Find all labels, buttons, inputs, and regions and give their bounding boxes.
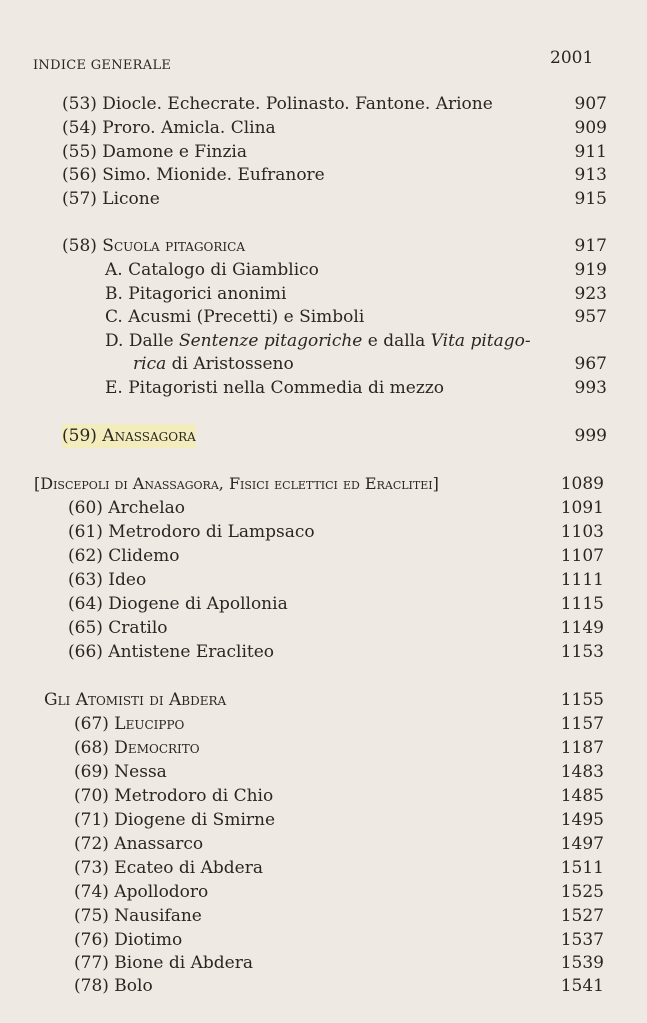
toc-entry-page: 1537	[560, 930, 604, 950]
page-number: 2001	[550, 48, 594, 68]
toc-entry-label: (70) Metrodoro di Chio	[74, 786, 274, 806]
toc-label-part: e dalla	[362, 331, 431, 351]
toc-label-italic: Vita pitago-	[430, 331, 531, 351]
page-header-title: INDICE GENERALE	[33, 58, 172, 73]
toc-entry-label: (61) Metrodoro di Lampsaco	[68, 522, 315, 542]
toc-entry-label: Gli Atomisti di Abdera	[44, 690, 227, 710]
toc-entry-page: 993	[574, 378, 607, 398]
toc-entry-page: 1153	[560, 642, 604, 662]
toc-entry-page: 1187	[560, 738, 604, 758]
toc-entry-page: 1103	[560, 522, 604, 542]
toc-entry-label: (57) Licone	[62, 189, 160, 209]
toc-entry-label: [Discepoli di Anassagora, Fisici eclettici ed Eraclitei]	[34, 474, 439, 493]
toc-entry-label	[105, 329, 531, 353]
toc-entry-label: C. Acusmi (Precetti) e Simboli	[105, 307, 365, 327]
toc-entry-page: 1155	[560, 690, 604, 710]
toc-entry-label: (60) Archelao	[68, 498, 186, 518]
toc-label-part: D. Dalle	[105, 331, 179, 351]
toc-entry-label: (67) Leucippo	[74, 714, 185, 734]
toc-entry-label: (76) Diotimo	[74, 930, 183, 950]
toc-entry-page: 1497	[560, 834, 604, 854]
toc-entry-page: 919	[574, 260, 607, 280]
toc-entry-page: 923	[574, 284, 607, 304]
toc-label-italic: Sentenze pitagoriche	[178, 331, 363, 351]
toc-entry-page: 967	[574, 354, 607, 374]
toc-entry-label: (59) Anassagora	[62, 426, 196, 446]
toc-entry-page: 1157	[560, 714, 604, 734]
toc-entry-label: (72) Anassarco	[74, 834, 204, 854]
toc-entry-label: (64) Diogene di Apollonia	[68, 594, 288, 614]
toc-entry-label: A. Catalogo di Giamblico	[105, 260, 319, 280]
toc-entry-page: 999	[574, 426, 607, 446]
toc-entry-page: 957	[574, 307, 607, 327]
toc-entry-label	[133, 352, 294, 376]
toc-entry-label: (54) Proro. Amicla. Clina	[62, 118, 276, 138]
toc-entry-page: 915	[574, 189, 607, 209]
toc-entry-label: B. Pitagorici anonimi	[105, 284, 287, 304]
toc-entry-label: E. Pitagoristi nella Commedia di mezzo	[105, 378, 445, 398]
toc-entry-label: (66) Antistene Eracliteo	[68, 642, 275, 662]
toc-entry-page: 1111	[560, 570, 604, 590]
toc-entry-page: 917	[574, 236, 607, 256]
toc-entry-label: (63) Ideo	[68, 570, 147, 590]
toc-entry-page: 1149	[560, 618, 604, 638]
toc-entry-page: 913	[574, 165, 607, 185]
toc-entry-page: 1525	[560, 882, 604, 902]
toc-entry-page: 907	[574, 94, 607, 114]
toc-entry-label: (62) Clidemo	[68, 546, 180, 566]
toc-entry-page: 1511	[560, 858, 604, 878]
toc-entry-page: 1539	[560, 953, 604, 973]
toc-entry-page: 1089	[560, 474, 604, 494]
toc-entry-label: (69) Nessa	[74, 762, 167, 782]
toc-entry-page: 1485	[560, 786, 604, 806]
toc-entry-page: 1091	[560, 498, 604, 518]
toc-entry-page: 1527	[560, 906, 604, 926]
toc-entry-page: 1495	[560, 810, 604, 830]
toc-entry-label: (75) Nausifane	[74, 906, 202, 926]
toc-entry-label: (71) Diogene di Smirne	[74, 810, 276, 830]
toc-entry-page: 1483	[560, 762, 604, 782]
toc-entry-label: (58) Scuola pitagorica	[62, 236, 245, 256]
toc-entry-page: 911	[574, 142, 607, 162]
toc-entry-label: (68) Democrito	[74, 738, 200, 758]
toc-entry-page: 1107	[560, 546, 604, 566]
toc-entry-label: (78) Bolo	[74, 976, 153, 996]
toc-entry-page: 909	[574, 118, 607, 138]
toc-entry-page: 1115	[560, 594, 604, 614]
toc-entry-label: (65) Cratilo	[68, 618, 168, 638]
toc-label-part: di Aristosseno	[166, 354, 294, 374]
toc-entry-label: (77) Bione di Abdera	[74, 953, 253, 973]
toc-entry-label: (73) Ecateo di Abdera	[74, 858, 263, 878]
toc-label-italic: rica	[133, 354, 167, 374]
toc-entry-page: 1541	[560, 976, 604, 996]
toc-entry-label: (55) Damone e Finzia	[62, 142, 248, 162]
toc-entry-label: (74) Apollodoro	[74, 882, 209, 902]
toc-entry-label: (56) Simo. Mionide. Eufranore	[62, 165, 325, 185]
toc-entry-label: (53) Diocle. Echecrate. Polinasto. Fantone. Arione	[62, 94, 493, 114]
